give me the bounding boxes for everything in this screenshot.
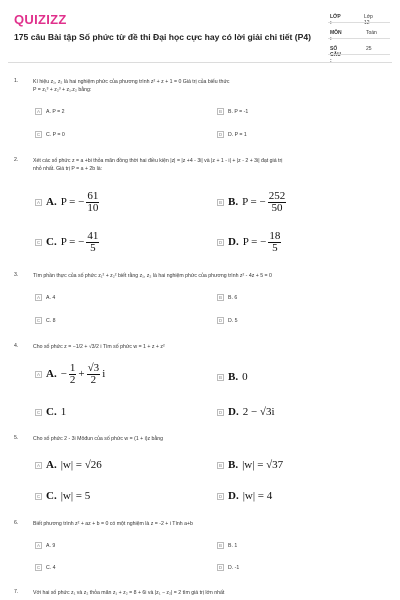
option-d[interactable]: D D. |w| = 4	[218, 490, 273, 502]
page-header: QUIZIZZ 175 câu Bài tập Số phức từ đề thi Đại học cực hay có lời giải chi tiết (P4) LỚP : Lớp 12 MÔN : Toán SỐ CÂU : 25	[0, 0, 400, 62]
option-c[interactable]: C C. |w| = 5	[36, 490, 91, 502]
question-number: 5.	[14, 435, 19, 441]
option-c[interactable]: C C. P = − $\frac{41}{5}$	[36, 230, 99, 254]
option-a[interactable]: A A. − $\frac{1}{2}$ + $\frac{√3}{2}$ i	[36, 362, 106, 386]
option-b[interactable]: B B. P = -1	[218, 108, 249, 115]
option-d[interactable]: D D. 2 − √3i	[218, 406, 275, 418]
option-a[interactable]: A A. 9	[36, 542, 56, 549]
option-c[interactable]: C C. 8	[36, 317, 56, 324]
option-a[interactable]: A A. P = − $\frac{61}{10}$	[36, 190, 99, 214]
document-title: 175 câu Bài tập Số phức từ đề thi Đại học cực hay có lời giải chi tiết (P4)	[14, 32, 311, 42]
header-divider	[8, 62, 392, 63]
question-text: Cho số phức z = −1/2 + √3/2 i Tìm số phức w = 1 + z + z²	[33, 344, 165, 350]
question-number: 4.	[14, 343, 19, 349]
option-b[interactable]: B B. 0	[218, 371, 248, 383]
option-b[interactable]: B B. 6	[218, 294, 238, 301]
meta-divider	[328, 22, 390, 23]
question-text: Biết phương trình z² + az + b = 0 có một nghiệm là z = -2 + i Tính a+b	[33, 521, 193, 527]
question-number: 1.	[14, 78, 19, 84]
option-b[interactable]: B B. |w| = √37	[218, 459, 284, 471]
question-text: Cho số phức 2 - 3i Môđun của số phức w = (1 + i)z bằng	[33, 436, 164, 442]
option-a[interactable]: A A. P = 2	[36, 108, 65, 115]
question-text: Với hai số phức z₁ và z₂ thỏa mãn z₁ + z₂ = 8 + 6i và |z₁ − z₂| = 2 tìm giá trị lớn nhất	[33, 590, 225, 596]
option-d[interactable]: D D. 5	[218, 317, 238, 324]
option-d[interactable]: D D. -1	[218, 564, 240, 571]
option-c[interactable]: C C. 4	[36, 564, 56, 571]
option-a[interactable]: A A. 4	[36, 294, 56, 301]
option-b[interactable]: B B. P = − $\frac{252}{50}$	[218, 190, 286, 214]
option-d[interactable]: D D. P = 1	[218, 131, 247, 138]
question-number: 3.	[14, 272, 19, 278]
question-number: 2.	[14, 157, 19, 163]
question-number: 6.	[14, 520, 19, 526]
option-c[interactable]: C C. 1	[36, 406, 67, 418]
meta-divider	[328, 54, 390, 55]
question-text: Kí hiệu z₁, z₂ là hai nghiệm phức của phương trình z² + z + 1 = 0 Giá trị của biểu thức P = z₁³ + z₂³ + z₁.z₂ bằng:	[33, 79, 230, 93]
option-b[interactable]: B B. 1	[218, 542, 238, 549]
question-text: Xét các số phức z = a +bi thỏa mãn đồng thời hai điều kiện |z| = |z +4 - 3i| và |z + 1 - i| + |z - 2 + 3i| đạt giá trị nhỏ nhất. Giá trị P = a + 2b là:	[33, 158, 283, 172]
question-number: 7.	[14, 589, 19, 595]
question-text: Tìm phần thực của số phức z₁² + z₂² biết rằng z₁, z₂ là hai nghiệm phức của phương trình z² - 4z + 5 = 0	[33, 273, 272, 279]
option-c[interactable]: C C. P = 0	[36, 131, 65, 138]
option-d[interactable]: D D. P = − $\frac{18}{5}$	[218, 230, 281, 254]
meta-divider	[328, 38, 390, 39]
quizizz-logo: QUIZIZZ	[14, 12, 67, 27]
option-a[interactable]: A A. |w| = √26	[36, 459, 102, 471]
